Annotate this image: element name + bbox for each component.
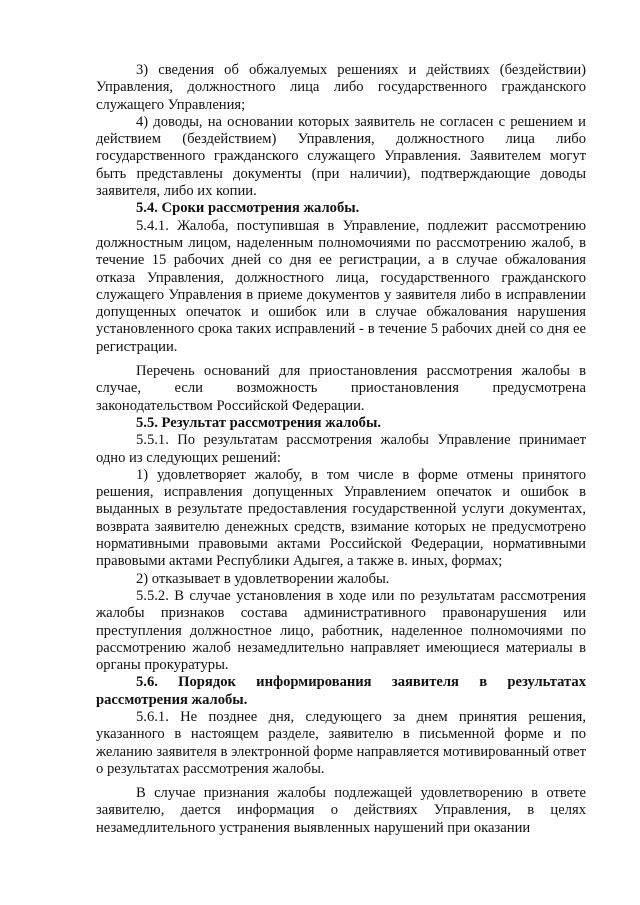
section-heading-5-5: 5.5. Результат рассмотрения жалобы. <box>136 414 382 431</box>
paragraph-5-6-1: 5.6.1. Не позднее дня, следующего за днем принятия решения, указанного в настоящем разделе, заявителю в письменной форме и по желанию заявителя в электронной форме направляется мотивированный ответ о результатах рассмотрения жалобы. <box>96 708 586 777</box>
paragraph-suspension-grounds: Перечень оснований для приостановления рассмотрения жалобы в случае, если возможность приостановления предусмотрена законодательством Российской Федерации. <box>96 363 586 414</box>
section-heading-5-4: 5.4. Сроки рассмотрения жалобы. <box>136 200 360 217</box>
paragraph-complaint-satisfied: В случае признания жалобы подлежащей удовлетворению в ответе заявителю, дается информация о действиях Управления, в целях незамедлительного устранения выявленных нарушений при оказании <box>96 785 586 836</box>
paragraph-5-4-1: 5.4.1. Жалоба, поступившая в Управление, подлежит рассмотрению должностным лицом, наделенным полномочиями по рассмотрению жалоб, в течение 15 рабочих дней со дня ее регистрации, а в случае обжалования отказа Управления, должностного лица, государственного гражданского служащего Управления в приеме документов у заявителя либо в исправлении допущенных опечаток и ошибок или в случае обжалования нарушения установленного срока таких исправлений - в течение 5 рабочих дней со дня ее регистрации. <box>96 217 586 355</box>
paragraph-item-4: 4) доводы, на основании которых заявитель не согласен с решением и действием (бездействием) Управления, должностного лица либо государственного гражданского служащего Управления. Заявителем могут быть представлены документы (при наличии), подтверждающие доводы заявителя, либо их копии. <box>96 113 586 200</box>
paragraph-decision-1: 1) удовлетворяет жалобу, в том числе в форме отмены принятого решения, исправления допущенных Управлением опечаток и ошибок в выданных в результате предоставления государственной услуги документах, возврата заявителю денежных средств, взимание которых не предусмотрено нормативными правовыми актами Российской Федерации, нормативными правовыми актами Республики Адыгея, а также в. иных, формах; <box>96 466 586 570</box>
paragraph-5-5-2: 5.5.2. В случае установления в ходе или по результатам рассмотрения жалобы признаков состава административного правонарушения или преступления должностное лицо, работник, наделенное полномочиями по рассмотрению жалоб незамедлительно направляет имеющиеся материалы в органы прокуратуры. <box>96 587 586 674</box>
paragraph-5-5-1: 5.5.1. По результатам рассмотрения жалобы Управление принимает одно из следующих решений: <box>96 432 586 466</box>
paragraph-item-3: 3) сведения об обжалуемых решениях и действиях (бездействии) Управления, должностного лица либо государственного гражданского служащего Управления; <box>96 62 586 113</box>
section-heading-5-6: 5.6. Порядок информирования заявителя в результатах рассмотрения жалобы. <box>96 674 586 708</box>
paragraph-decision-2: 2) отказывает в удовлетворении жалобы. <box>136 570 390 587</box>
